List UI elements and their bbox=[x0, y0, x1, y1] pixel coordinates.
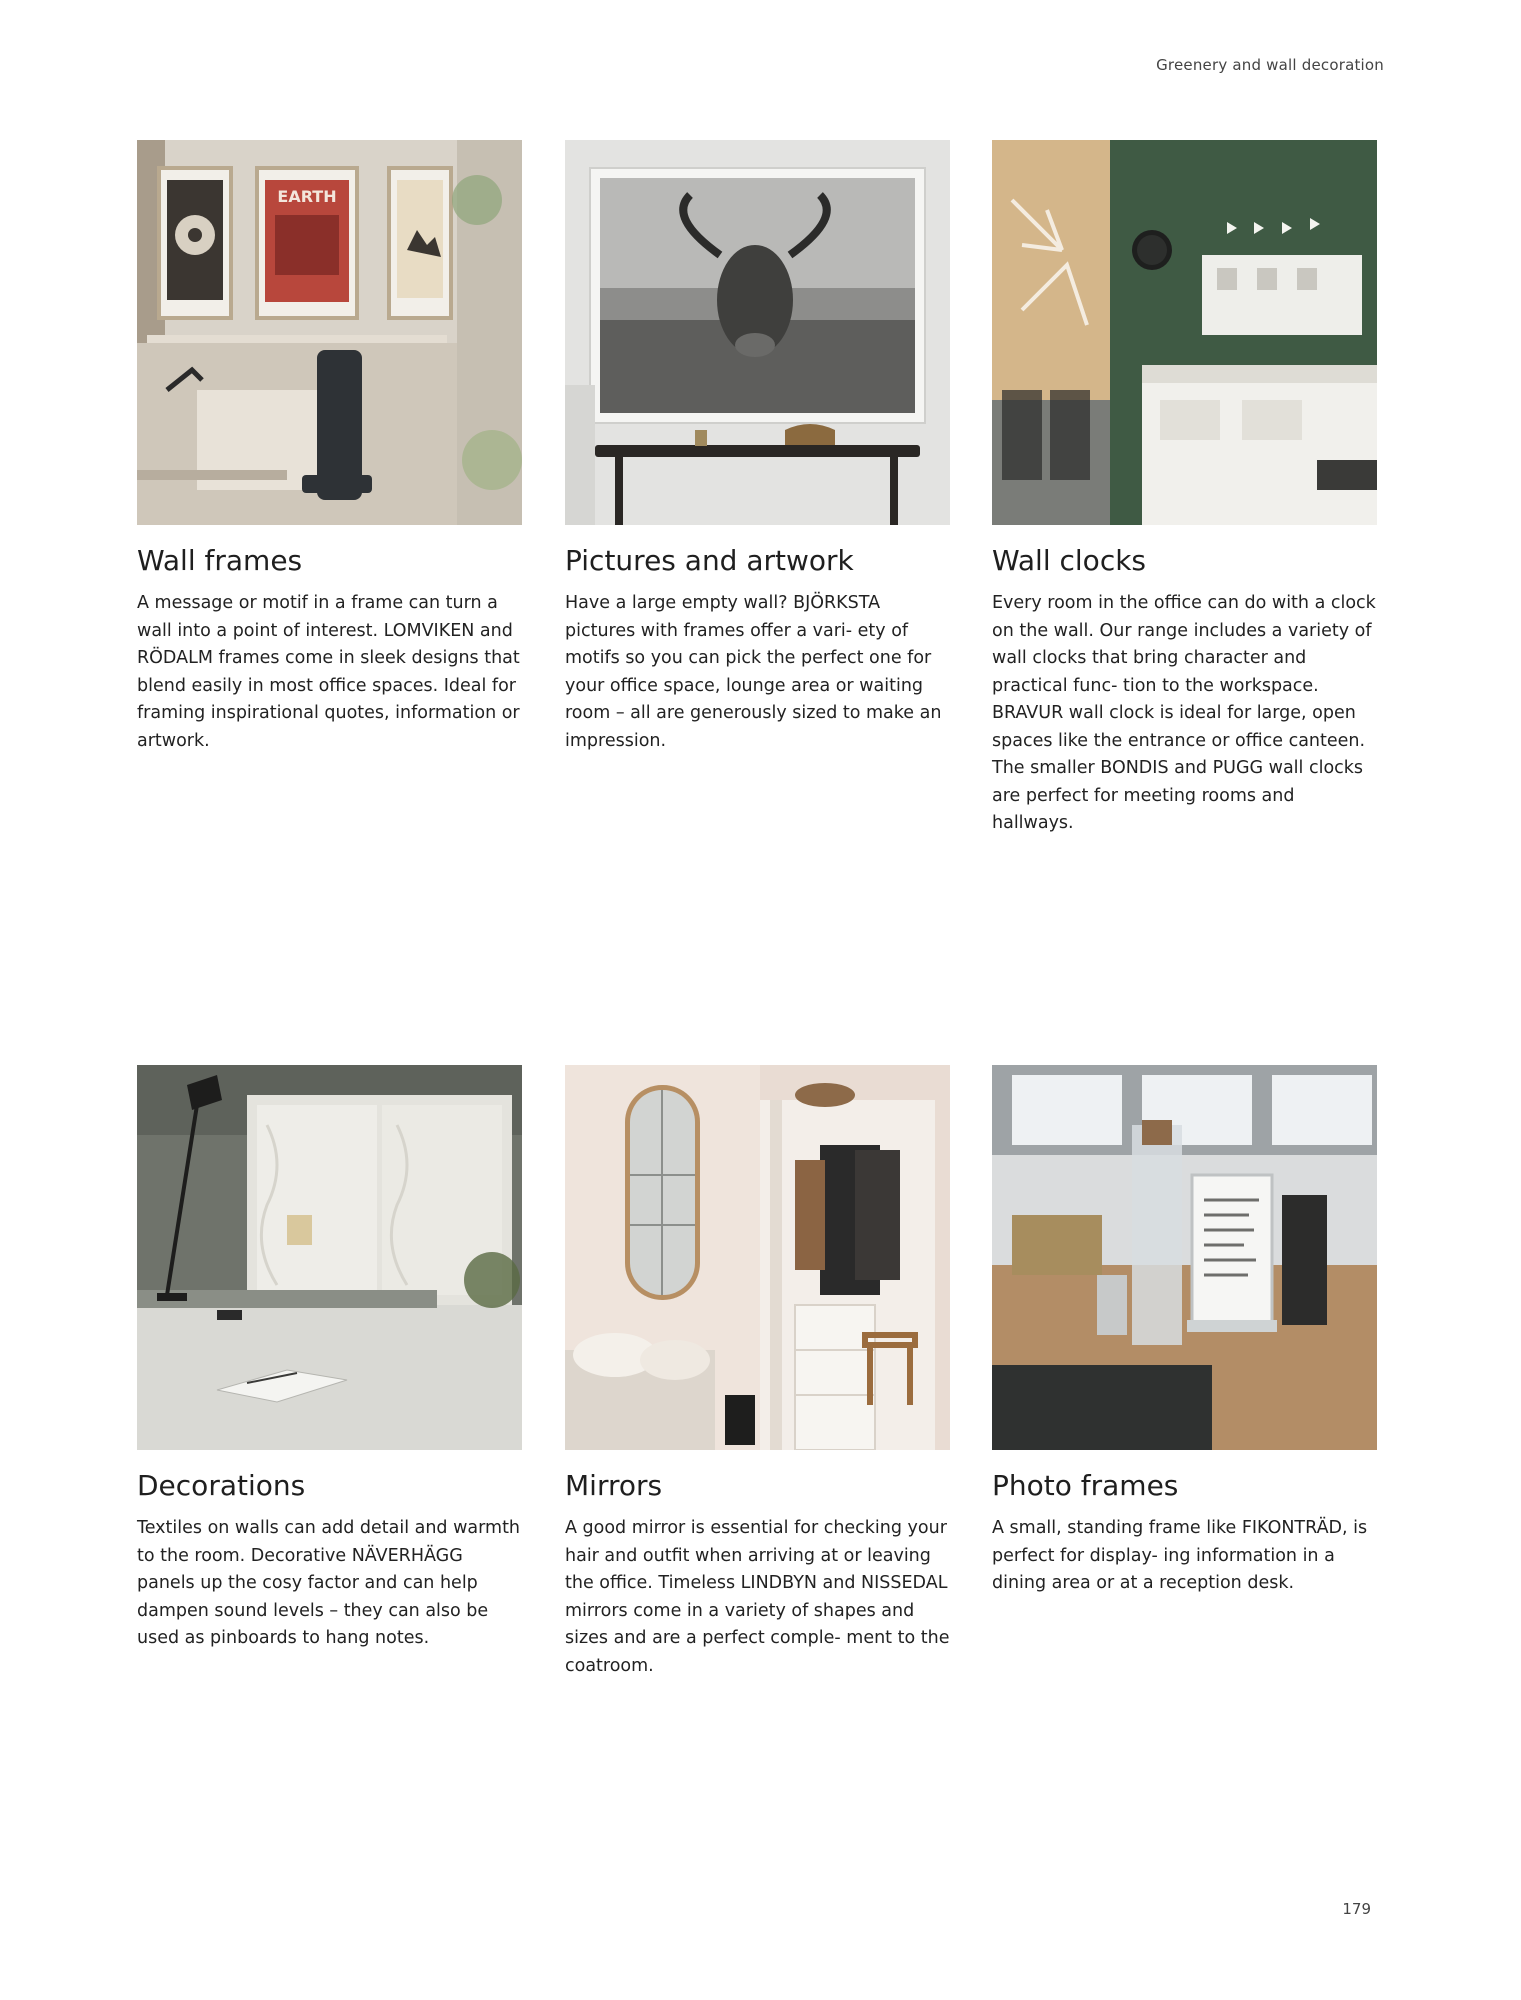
decorations-photo bbox=[137, 1065, 522, 1450]
section-title: Greenery and wall decoration bbox=[1156, 56, 1384, 74]
photo-frames-title: Photo frames bbox=[992, 1469, 1179, 1502]
photo-frames-description: A small, standing frame like FIKONTRÄD, is perfect for display- ing information in a dining area or at a reception desk. bbox=[992, 1518, 1368, 1593]
frame-poster-label: EARTH bbox=[277, 187, 337, 206]
decorations-title: Decorations bbox=[137, 1469, 306, 1502]
decorations-description: Textiles on walls can add detail and warmth to the room. Decorative NÄVERHÄGG panels up the cosy factor and can help dampen sound levels – they can also be used as pinboards to hang notes. bbox=[137, 1518, 521, 1648]
pictures-artwork-photo bbox=[565, 140, 950, 525]
wall-frames-title: Wall frames bbox=[137, 544, 303, 577]
mirrors-title: Mirrors bbox=[565, 1469, 663, 1502]
mirrors-description: A good mirror is essential for checking your hair and outfit when arriving at or leaving the office. Timeless LINDBYN and NISSEDAL mirrors come in a variety of shapes and sizes and are a perfect comple- ment to the coatroom. bbox=[565, 1518, 950, 1676]
mirrors-photo bbox=[565, 1065, 950, 1450]
page-number: 179 bbox=[1342, 1900, 1371, 1918]
pictures-artwork-title: Pictures and artwork bbox=[565, 544, 854, 577]
pictures-artwork-description: Have a large empty wall? BJÖRKSTA pictures with frames offer a vari- ety of motifs so you can pick the perfect one for your office space, lounge area or waiting room – all are generously sized to make an impression. bbox=[565, 593, 942, 751]
wall-clocks-title: Wall clocks bbox=[992, 544, 1147, 577]
photo-frames-photo bbox=[992, 1065, 1377, 1450]
wall-clocks-description: Every room in the office can do with a clock on the wall. Our range includes a variety of wall clocks that bring character and practical func- tion to the workspace. BRAVUR wall clock is ideal for large, open spaces like the entrance or office canteen. The smaller BONDIS and PUGG wall clocks are perfect for meeting rooms and hallways. bbox=[992, 593, 1376, 833]
wall-clocks-photo bbox=[992, 140, 1377, 525]
wall-frames-description: A message or motif in a frame can turn a wall into a point of interest. LOMVIKEN and RÖDALM frames come in sleek designs that blend easily in most office spaces. Ideal for framing inspirational quotes, information or artwork. bbox=[137, 593, 520, 751]
wall-frames-photo bbox=[137, 140, 522, 525]
